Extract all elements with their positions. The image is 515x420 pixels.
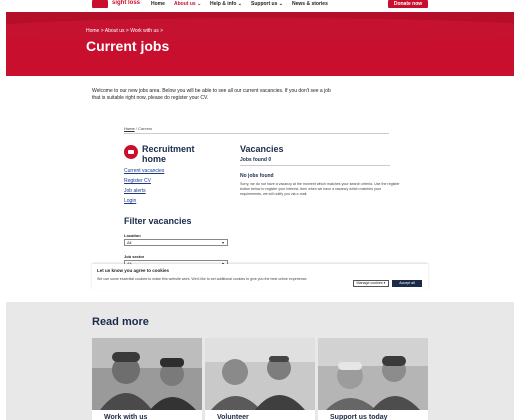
card-image-carer-and-resident <box>318 338 428 410</box>
recruitment-logo-icon <box>124 145 138 159</box>
nav-news-stories[interactable]: News & stories <box>292 1 328 7</box>
link-current-vacancies[interactable]: Current vacancies <box>124 168 165 174</box>
breadcrumb[interactable]: Home > About us > Work with us > <box>86 28 164 34</box>
vacancies-title: Vacancies <box>240 144 284 154</box>
card-image-volunteers <box>205 338 315 410</box>
cookie-title: Let us know you agree to cookies <box>97 268 170 273</box>
job-sector-label: Job sector <box>124 254 145 259</box>
recruitment-title: Recruitment home <box>142 144 195 164</box>
manage-cookies-button[interactable]: Manage cookies ▾ <box>353 280 389 287</box>
cookie-banner <box>92 264 428 290</box>
read-more-card[interactable] <box>205 338 315 420</box>
banner-curve <box>6 18 514 42</box>
careers-crumb-current: Careers <box>138 126 153 131</box>
divider <box>124 133 389 134</box>
read-more-card[interactable] <box>92 338 202 420</box>
caret-down-icon: ▾ <box>221 240 224 245</box>
card-title: Work with us <box>104 414 148 420</box>
link-register-cv[interactable]: Register CV <box>124 178 151 184</box>
nav-help-info[interactable]: Help & info ⌄ <box>210 1 242 7</box>
nav-support-us[interactable]: Support us ⌄ <box>251 1 283 7</box>
careers-breadcrumb: Home / Careers <box>124 126 153 131</box>
nav-home[interactable]: Home <box>151 1 165 7</box>
card-title: Support us today <box>330 414 388 420</box>
no-jobs-title: No jobs found <box>240 173 274 179</box>
divider <box>240 165 390 166</box>
donate-button[interactable]: Donate now <box>388 0 428 8</box>
chevron-down-icon: ⌄ <box>278 1 283 7</box>
link-login[interactable]: Login <box>124 198 137 204</box>
chevron-down-icon: ⌄ <box>197 1 202 7</box>
page-banner <box>6 12 514 76</box>
logo-text[interactable]: sight loss <box>112 0 141 6</box>
filter-title: Filter vacancies <box>124 216 192 226</box>
accept-all-button[interactable]: Accept all <box>392 280 422 287</box>
location-label: Location <box>124 233 141 238</box>
no-jobs-message: Sorry, we do not have a vacancy at the moment which matches your search criteria. Use the register button below to register your interest, then when we have a vacancy which matches your requirements, we will notify you via e-mail. <box>240 182 400 196</box>
chevron-down-icon: ⌄ <box>237 1 242 7</box>
careers-crumb-home[interactable]: Home <box>124 126 135 131</box>
link-job-alerts[interactable]: Job alerts <box>124 188 146 194</box>
card-title: Volunteer <box>217 414 249 420</box>
cookie-text: We use some essential cookies to make this website work. We'd like to set additional cookies to give you the best online experience. <box>97 277 308 281</box>
nav-about-us[interactable]: About us ⌄ <box>174 1 202 7</box>
charity-logo[interactable] <box>92 0 108 8</box>
read-more-card[interactable] <box>318 338 428 420</box>
location-select[interactable]: All ▾ <box>124 239 228 246</box>
page-title: Current jobs <box>86 38 170 54</box>
top-navigation <box>0 0 515 12</box>
read-more-title: Read more <box>92 316 149 328</box>
intro-text: Welcome to our new jobs area. Below you will be able to see all our current vacancies. If you don't see a job that is suitable right now, please do register your CV. <box>92 88 331 101</box>
jobs-found-count: Jobs found 0 <box>240 157 272 163</box>
card-image-elderly-men <box>92 338 202 410</box>
